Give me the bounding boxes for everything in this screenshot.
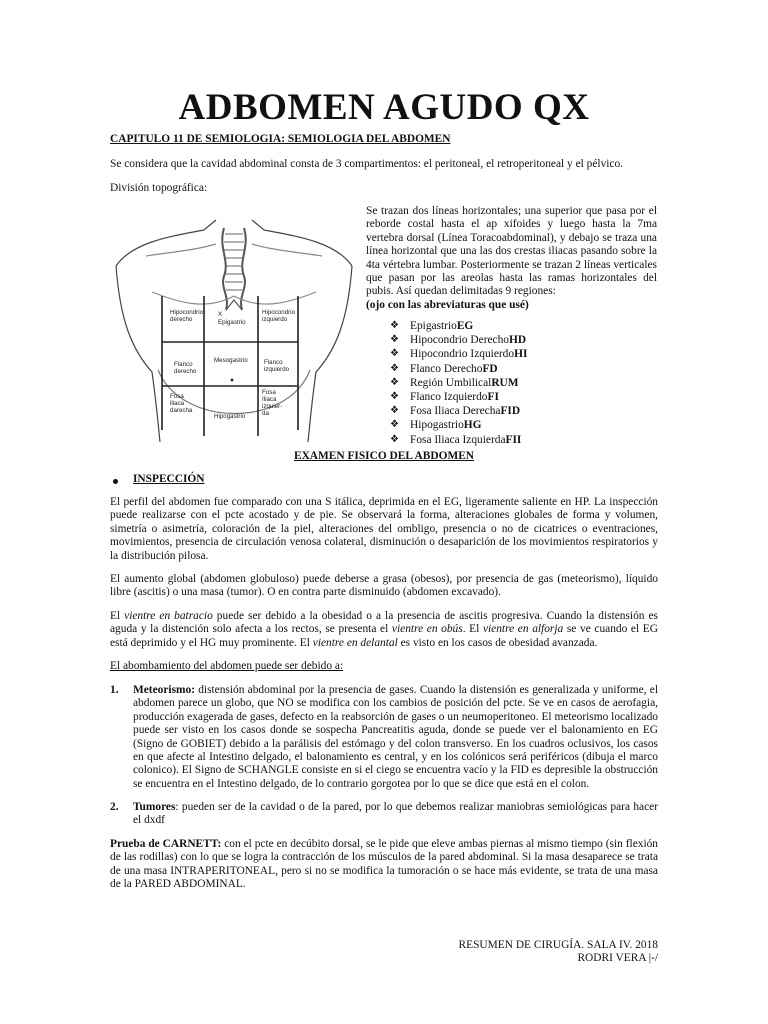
inspection-paragraph-2: El aumento global (abdomen globuloso) puede deberse a grasa (obesos), por presencia de gas (meteorismo), líquido libre (ascitis) o una masa (tumor). O en contra parte disminuido (abdomen excavado). — [110, 573, 658, 599]
list-item: ❖ Flanco Izquierdo FI — [390, 391, 499, 404]
list-item: ❖ Hipocondrio Derecho HD — [390, 334, 527, 347]
list-item: ❖ Epigastrio EG — [390, 320, 474, 332]
list-item: 2. Tumores: pueden ser de la cavidad o de la pared, por lo que debemos realizar maniobras semiológicas para hacer el dxdf — [110, 801, 658, 827]
diamond-bullet-icon: ❖ — [390, 348, 399, 360]
label-mesogastrio: Mesogastrio — [214, 357, 248, 364]
list-item: ❖ Fosa Iliaca Derecha FID — [390, 405, 521, 418]
diamond-bullet-icon: ❖ — [390, 334, 399, 346]
label-fosa-izq: Fosa Iliaca izquier-da — [262, 389, 283, 417]
diamond-bullet-icon: ❖ — [390, 320, 399, 331]
inspection-heading: INSPECCIÓN — [133, 473, 205, 485]
abombamiento-heading: El abombamiento del abdomen puede ser debido a: — [110, 660, 344, 672]
intro-paragraph: Se considera que la cavidad abdominal consta de 3 compartimentos: el peritoneal, el retroperitoneal y el pélvico. — [110, 158, 624, 170]
page-title: ADBOMEN AGUDO QX — [178, 87, 590, 128]
regions-description: Se trazan dos líneas horizontales; una superior que pasa por el reborde costal hasta el ap xifoides y luego hasta la 7ma vertebra dorsal (Línea Toracoabdominal), y debajo se traza una línea horizontal que una las dos crestas iliacas pasando sobre la 4ta vértebra lumbar. Posteriormente se trazan 2 líneas verticales que pasan por las areolas hasta las ramas horizontales del pubis. Así quedan delimitadas 9 regiones: (ojo con las abreviaturas que usé) — [366, 205, 657, 311]
list-item: 1. Meteorismo: distensión abdominal por la presencia de gases. Cuando la distensión es generalizada y uniforme, el abdomen parece un globo, que NO se modifica con los cambios de posición del pcte. Se ve en casos de aerofagia, producción exagerada de gases, defecto en la reabsorción de gases o un neumoperitoneo. El meteorismo localizado puede ser visto en los casos donde se sospecha Pancreatitis aguda, donde se puede ver el balonamiento en EG (Signo de GOBIET) debido a la parálisis del estómago y del colon transverso. En los cuadros oclusivos, los casos en que afecte al Intestino delgado, el balonamiento es central, y en los colónicos será periféricos (dibuja el marco colonico). El Signo de SCHANGLE consiste en si el ciego se encuentra vacío y la FID es depresible la obstrucción se encuentra en el Intestino delgado, de lo contrario gorgotea por lo que se dice que está en el colon. — [110, 684, 658, 790]
footer-line-2: RODRI VERA |-/ — [577, 952, 658, 965]
diamond-bullet-icon: ❖ — [390, 405, 399, 417]
footer-line-1: RESUMEN DE CIRUGÍA. SALA IV. 2018 — [458, 939, 658, 951]
label-x: X — [218, 311, 223, 318]
list-item: ❖ Región Umbilical RUM — [390, 376, 519, 389]
list-item: ❖ Fosa Iliaca Izquierda FII — [390, 433, 522, 446]
abdomen-regions-figure — [112, 200, 356, 444]
label-epigastrio: Epigastrio — [218, 319, 246, 326]
list-item: ❖ Hipogastrio HG — [390, 419, 482, 432]
inspection-paragraph-3: El vientre en batracio puede ser debido a la obesidad o a la presencia de ascitis progresiva. Cuando la distensión es aguda y la distención solo afecta a los rectos, se presenta el vientre en obús. El vientre en alforja se ve cuando el EG está deprimido y el HG muy prominente. El vientre en delantal es visto en los casos de obesidad avanzada. — [110, 610, 658, 649]
label-flanco-der: Flanco derecho — [174, 361, 197, 375]
bullet-dot-icon — [113, 479, 118, 484]
division-label: División topográfica: — [110, 182, 208, 194]
label-hip-der: Hipocondrio derecho — [170, 309, 204, 323]
regions-list — [390, 319, 527, 447]
diamond-bullet-icon: ❖ — [390, 376, 399, 388]
inspection-paragraph-1: El perfil del abdomen fue comparado con una S itálica, deprimida en el EG, ligeramente saliente en HP. La inspección puede realizarse con el pcte acostado y de pie. Se observará la forma, alteraciones globales de forma y volumen, simetría o asimetría, coloración de la piel, alteraciones del ombligo, presencia o no de cicatrices o eventraciones, movimientos, presencia de circulación venosa colateral, disminución o desaparición de los movimientos respiratorios y la distribución pilosa. — [110, 496, 658, 562]
page-footer — [459, 939, 658, 966]
abbreviations-note: (ojo con las abreviaturas que usé) — [366, 298, 529, 311]
label-hip-izq: Hipocondrio izquierdo — [262, 309, 296, 323]
chapter-heading: CAPITULO 11 DE SEMIOLOGIA: SEMIOLOGIA DEL ABDOMEN — [110, 133, 451, 145]
label-hipogastrio: Hipogastrio — [214, 413, 246, 420]
list-item: ❖ Hipocondrio Izquierdo HI — [390, 348, 528, 361]
carnett-paragraph: Prueba de CARNETT: con el pcte en decúbito dorsal, se le pide que eleve ambas piernas al mismo tiempo (sin flexión de las rodillas) con lo que se logra la contracción de los músculos de la pared abdominal. Si la masa desaparece se trata de una masa INTRAPERITONEAL, pero si no se modifica la tumoración o se hace más evidente, se trata de una masa de la PARED ABDOMINAL. — [110, 838, 658, 891]
diamond-bullet-icon: ❖ — [390, 391, 399, 403]
exam-heading: EXAMEN FISICO DEL ABDOMEN — [293, 450, 475, 462]
label-flanco-izq: Flanco izquierdo — [264, 359, 290, 373]
diamond-bullet-icon: ❖ — [390, 362, 399, 374]
diamond-bullet-icon: ❖ — [390, 419, 399, 431]
label-fosa-der: Fosa iliaca darecha — [170, 393, 193, 414]
diamond-bullet-icon: ❖ — [390, 433, 399, 445]
list-item: ❖ Flanco Derecho FD — [390, 362, 498, 375]
